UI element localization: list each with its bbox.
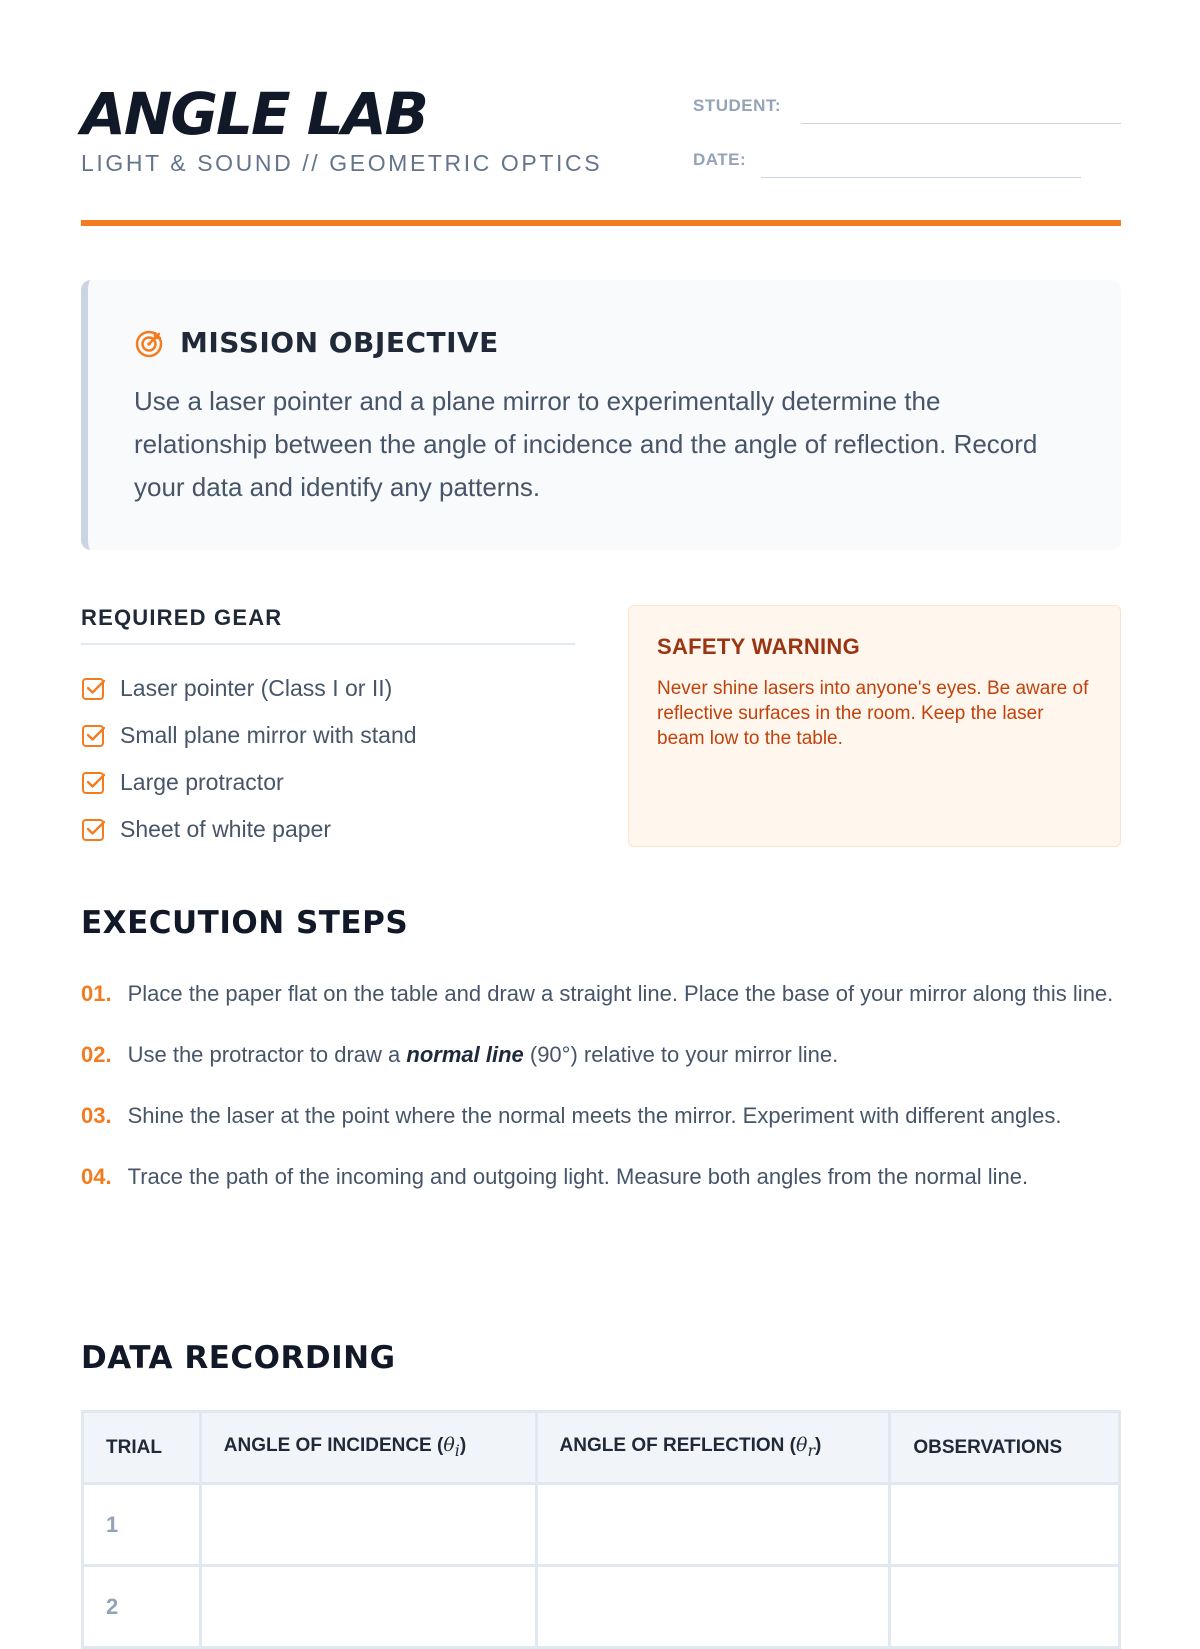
student-label: STUDENT: — [693, 96, 782, 115]
data-table — [81, 1410, 1121, 1649]
page-title: ANGLE LAB — [81, 80, 427, 148]
safety-warning — [628, 605, 1121, 847]
mission-header — [134, 326, 499, 359]
gear-item[interactable] — [81, 665, 575, 712]
observations-cell[interactable] — [890, 1566, 1120, 1648]
step-item — [81, 977, 1121, 1010]
step-item — [81, 1099, 1121, 1132]
gear-title: REQUIRED GEAR — [81, 605, 283, 630]
gear-divider — [81, 643, 575, 645]
gear-item[interactable] — [81, 759, 575, 806]
step-text: Use the protractor to draw a — [127, 1042, 407, 1067]
observations-cell[interactable] — [890, 1484, 1120, 1566]
header-divider — [81, 220, 1121, 226]
step-item — [81, 1160, 1121, 1193]
student-field[interactable] — [693, 96, 781, 116]
target-icon — [134, 327, 166, 359]
incidence-cell[interactable] — [200, 1566, 536, 1648]
gear-item[interactable] — [81, 806, 575, 853]
required-gear — [81, 605, 575, 853]
step-item — [81, 1038, 1121, 1071]
checkbox-checked-icon — [81, 723, 107, 749]
table-header-row — [83, 1412, 1120, 1484]
reflection-cell[interactable] — [536, 1484, 890, 1566]
gear-list — [81, 665, 575, 853]
table-row — [83, 1566, 1120, 1648]
execution-steps — [81, 905, 1121, 1193]
warning-text: Never shine lasers into anyone's eyes. Be aware of reflective surfaces in the room. Keep the laser beam low to the table. — [657, 678, 1089, 749]
mission-title: MISSION OBJECTIVE — [180, 326, 499, 359]
col-incidence: ANGLE OF INCIDENCE $(\theta_i)$ — [200, 1412, 536, 1484]
col-reflection: ANGLE OF REFLECTION $(\theta_r)$ — [536, 1412, 890, 1484]
worksheet-header — [81, 80, 1121, 226]
step-number: 03. — [81, 1103, 112, 1128]
data-recording — [81, 1340, 1121, 1649]
reflection-cell[interactable] — [536, 1566, 890, 1648]
date-label: DATE: — [693, 150, 747, 169]
steps-title: EXECUTION STEPS — [81, 905, 409, 941]
step-emphasis: normal line — [406, 1042, 524, 1067]
page-subtitle: LIGHT & SOUND // GEOMETRIC OPTICS — [81, 150, 603, 176]
checkbox-checked-icon — [81, 676, 107, 702]
gear-item-label: Laser pointer (Class I or II) — [120, 675, 393, 701]
step-number: 01. — [81, 981, 112, 1006]
date-line[interactable] — [761, 177, 1081, 178]
gear-item[interactable] — [81, 712, 575, 759]
table-row — [83, 1484, 1120, 1566]
data-title: DATA RECORDING — [81, 1340, 396, 1376]
checkbox-checked-icon — [81, 817, 107, 843]
step-number: 04. — [81, 1164, 112, 1189]
date-field[interactable] — [693, 150, 746, 170]
trial-number: 2 — [83, 1566, 201, 1648]
trial-number: 1 — [83, 1484, 201, 1566]
col-trial: TRIAL — [83, 1412, 201, 1484]
incidence-cell[interactable] — [200, 1484, 536, 1566]
step-number: 02. — [81, 1042, 112, 1067]
mission-text: Use a laser pointer and a plane mirror to experimentally determine the relationship between the angle of incidence and the angle of reflection. Record your data and identify any patterns. — [134, 386, 1038, 502]
mission-card — [81, 280, 1121, 550]
step-text: (90°) relative to your mirror line. — [523, 1042, 839, 1067]
gear-item-label: Large protractor — [120, 769, 284, 795]
step-text: Trace the path of the incoming and outgoing light. Measure both angles from the normal line. — [127, 1164, 1029, 1189]
checkbox-checked-icon — [81, 770, 107, 796]
gear-item-label: Small plane mirror with stand — [120, 722, 417, 748]
warning-title: SAFETY WARNING — [657, 634, 861, 659]
student-line[interactable] — [801, 123, 1121, 124]
step-text: Place the paper flat on the table and draw a straight line. Place the base of your mirror along this line. — [127, 981, 1114, 1006]
gear-item-label: Sheet of white paper — [120, 816, 331, 842]
step-text: Shine the laser at the point where the normal meets the mirror. Experiment with different angles. — [127, 1103, 1062, 1128]
col-observations: OBSERVATIONS — [890, 1412, 1120, 1484]
